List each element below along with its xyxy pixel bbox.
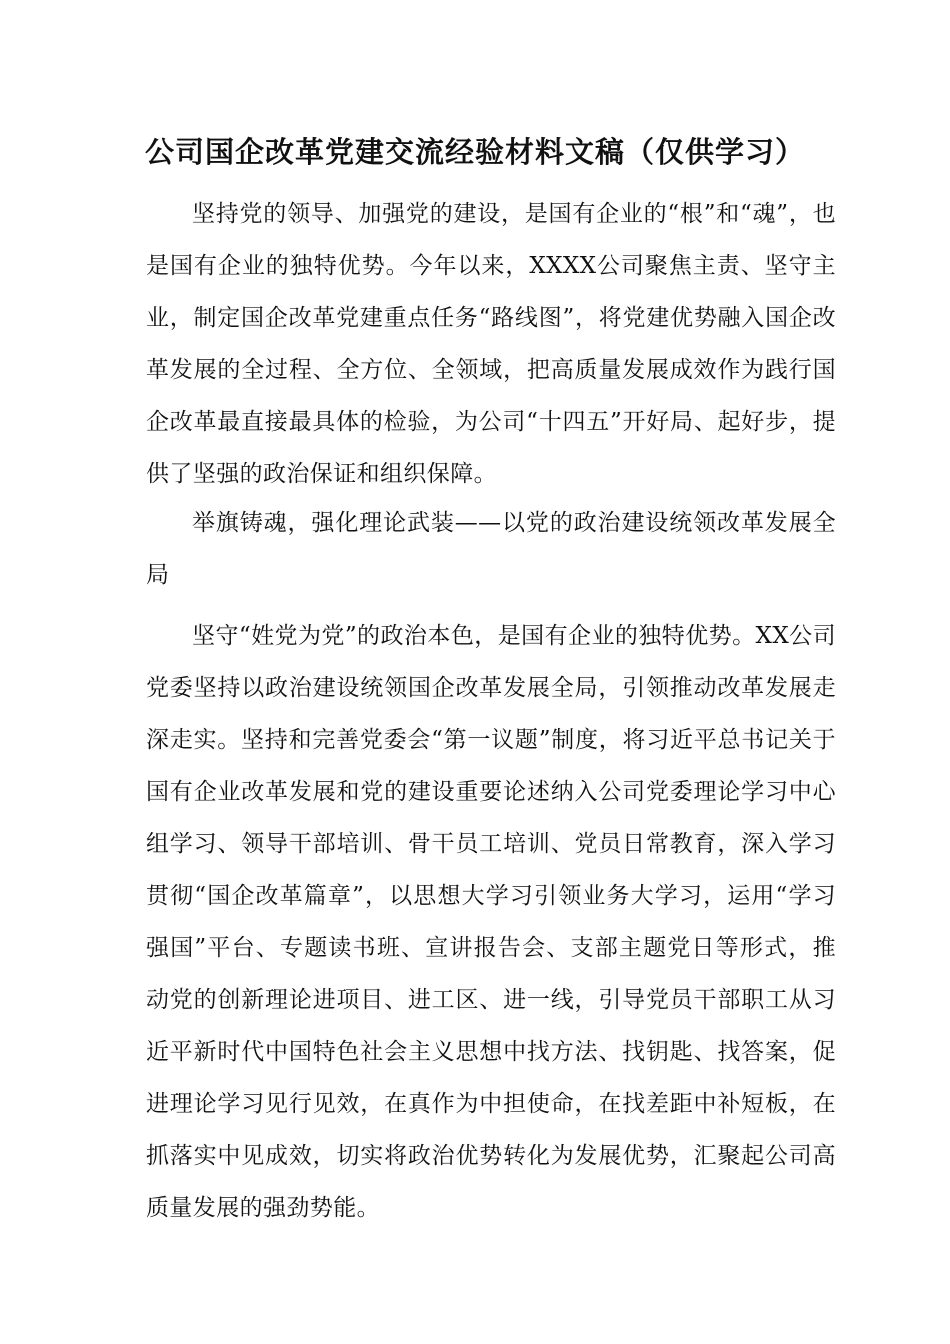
- body-paragraph: 坚守“姓党为党”的政治本色，是国有企业的独特优势。XX公司党委坚持以政治建设统领国企改革发展全局，引领推动改革发展走深走实。坚持和完善党委会“第一议题”制度，将习近平总书记关于国有企业改革发展和党的建设重要论述纳入公司党委理论学习中心组学习、领导干部培训、骨干员工培训、党员日常教育，深入学习贯彻“国企改革篇章”，以思想大学习引领业务大学习，运用“学习强国”平台、专题读书班、宣讲报告会、支部主题党日等形式，推动党的创新理论进项目、进工区、进一线，引导党员干部职工从习近平新时代中国特色社会主义思想中找方法、找钥匙、找答案，促进理论学习见行见效，在真作为中担使命，在找差距中补短板，在抓落实中见成效，切实将政治优势转化为发展优势，汇聚起公司高质量发展的强劲势能。: [146, 623, 836, 1221]
- intro-paragraph: 坚持党的领导、加强党的建设，是国有企业的“根”和“魂”，也是国有企业的独特优势。今年以来，XXXX公司聚焦主责、坚守主业，制定国企改革党建重点任务“路线图”，将党建优势融入国企改革发展的全过程、全方位、全领域，把高质量发展成效作为践行国企改革最直接最具体的检验，为公司“十四五”开好局、起好步，提供了坚强的政治保证和组织保障。: [146, 201, 836, 487]
- section-heading: 举旗铸魂，强化理论武装——以党的政治建设统领改革发展全局: [146, 510, 836, 588]
- document-title: 公司国企改革党建交流经验材料文稿（仅供学习）: [144, 135, 805, 169]
